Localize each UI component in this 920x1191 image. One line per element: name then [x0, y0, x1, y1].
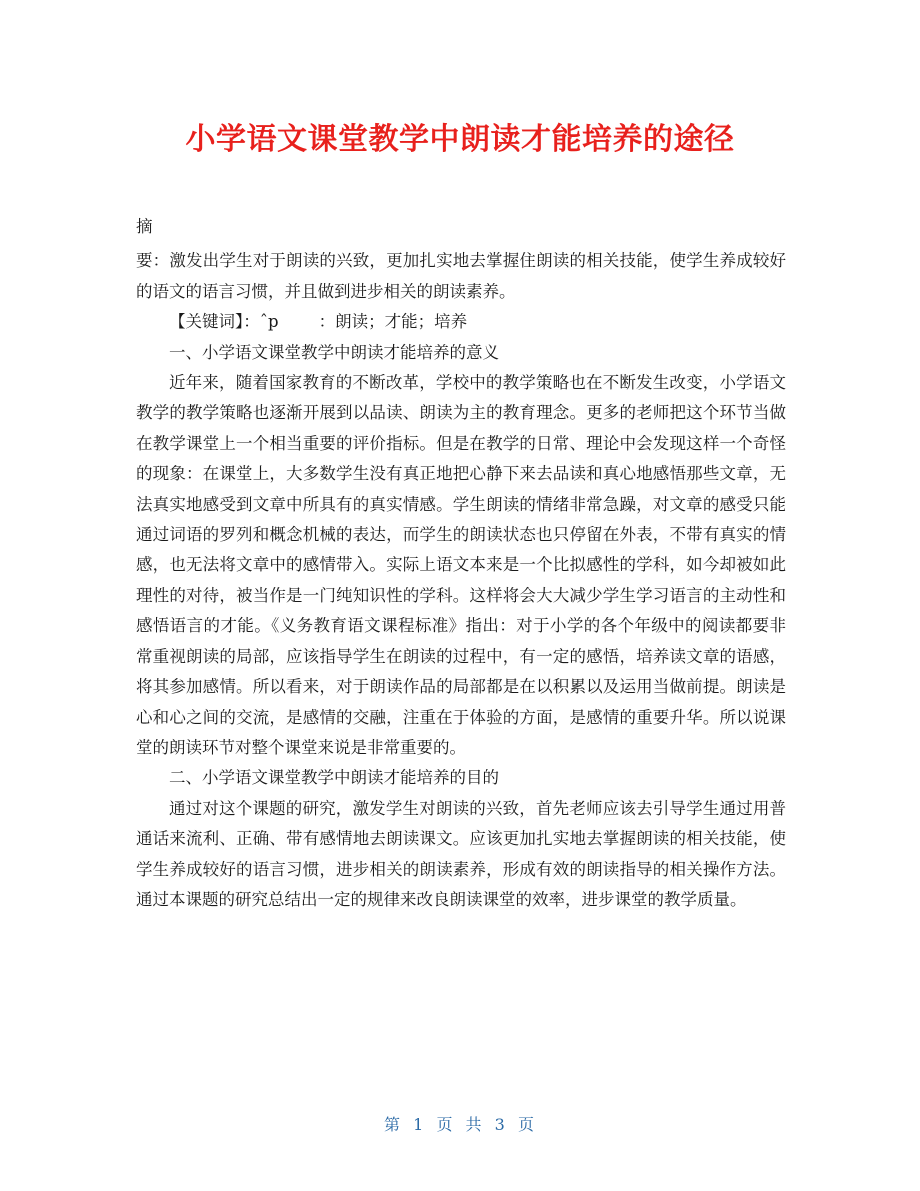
footer-total-word: 共 [465, 1115, 484, 1134]
section2-paragraph: 通过对这个课题的研究，激发学生对朗读的兴致，首先老师应该去引导学生通过用普通话来流利、正确、带有感情地去朗读课文。应该更加扎实地去掌握朗读的相关技能，使学生养成较好的语言习惯，进步相关的朗读素养，形成有效的朗读指导的相关操作方法。通过本课题的研究总结出一定的规律来改良朗读课堂的效率，进步课堂的教学质量。 [136, 798, 786, 909]
section2-heading: 二、小学语文课堂教学中朗读才能培养的目的 [169, 768, 499, 788]
section1-heading: 一、小学语文课堂教学中朗读才能培养的意义 [169, 342, 499, 362]
keywords-line [136, 307, 786, 337]
keywords-text: 朗读；才能；培养 [335, 312, 468, 332]
footer-current-page: 1 [413, 1115, 426, 1134]
keywords-separator: ： [318, 312, 336, 332]
footer-suffix: 页 [517, 1115, 536, 1134]
abstract-text: 要：激发出学生对于朗读的兴致，更加扎实地去掌握住朗读的相关技能，使学生养成较好的语文的语言习惯，并且做到进步相关的朗读素养。 [136, 251, 786, 301]
footer-prefix: 第 [384, 1115, 403, 1134]
page-footer [0, 1112, 920, 1135]
section1-paragraph: 近年来，随着国家教育的不断改革，学校中的教学策略也在不断发生改变，小学语文教学的教学策略也逐渐开展到以品读、朗读为主的教育理念。更多的老师把这个环节当做在教学课堂上一个相当重要的评价指标。但是在教学的日常、理论中会发现这样一个奇怪的现象：在课堂上，大多数学生没有真正地把心静下来去品读和真心地感悟那些文章，无法真实地感受到文章中所具有的真实情感。学生朗读的情绪非常急躁，对文章的感受只能通过词语的罗列和概念机械的表达，而学生的朗读状态也只停留在外表，不带有真实的情感，也无法将文章中的感情带入。实际上语文本来是一个比拟感性的学科，如今却被如此理性的对待，被当作是一门纯知识性的学科。这样将会大大减少学生学习语言的主动性和感悟语言的才能。《义务教育语文课程标准》指出：对于小学的各个年级中的阅读都要非常重视朗读的局部，应该指导学生在朗读的过程中，有一定的感悟，培养读文章的语感，将其参加感情。所以看来，对于朗读作品的局部都是在以积累以及运用当做前提。朗读是心和心之间的交流，是感情的交融，注重在于体验的方面，是感情的重要升华。所以说课堂的朗读环节对整个课堂来说是非常重要的。 [136, 373, 786, 757]
abstract-label: 摘 [136, 217, 153, 236]
document-body [136, 212, 786, 915]
footer-page-word: 页 [436, 1115, 455, 1134]
keywords-label: 【关键词】： [169, 312, 260, 332]
keywords-mark: ˆp [259, 312, 279, 332]
footer-total-pages: 3 [494, 1115, 507, 1134]
document-title: 小学语文课堂教学中朗读才能培养的途径 [185, 122, 735, 157]
